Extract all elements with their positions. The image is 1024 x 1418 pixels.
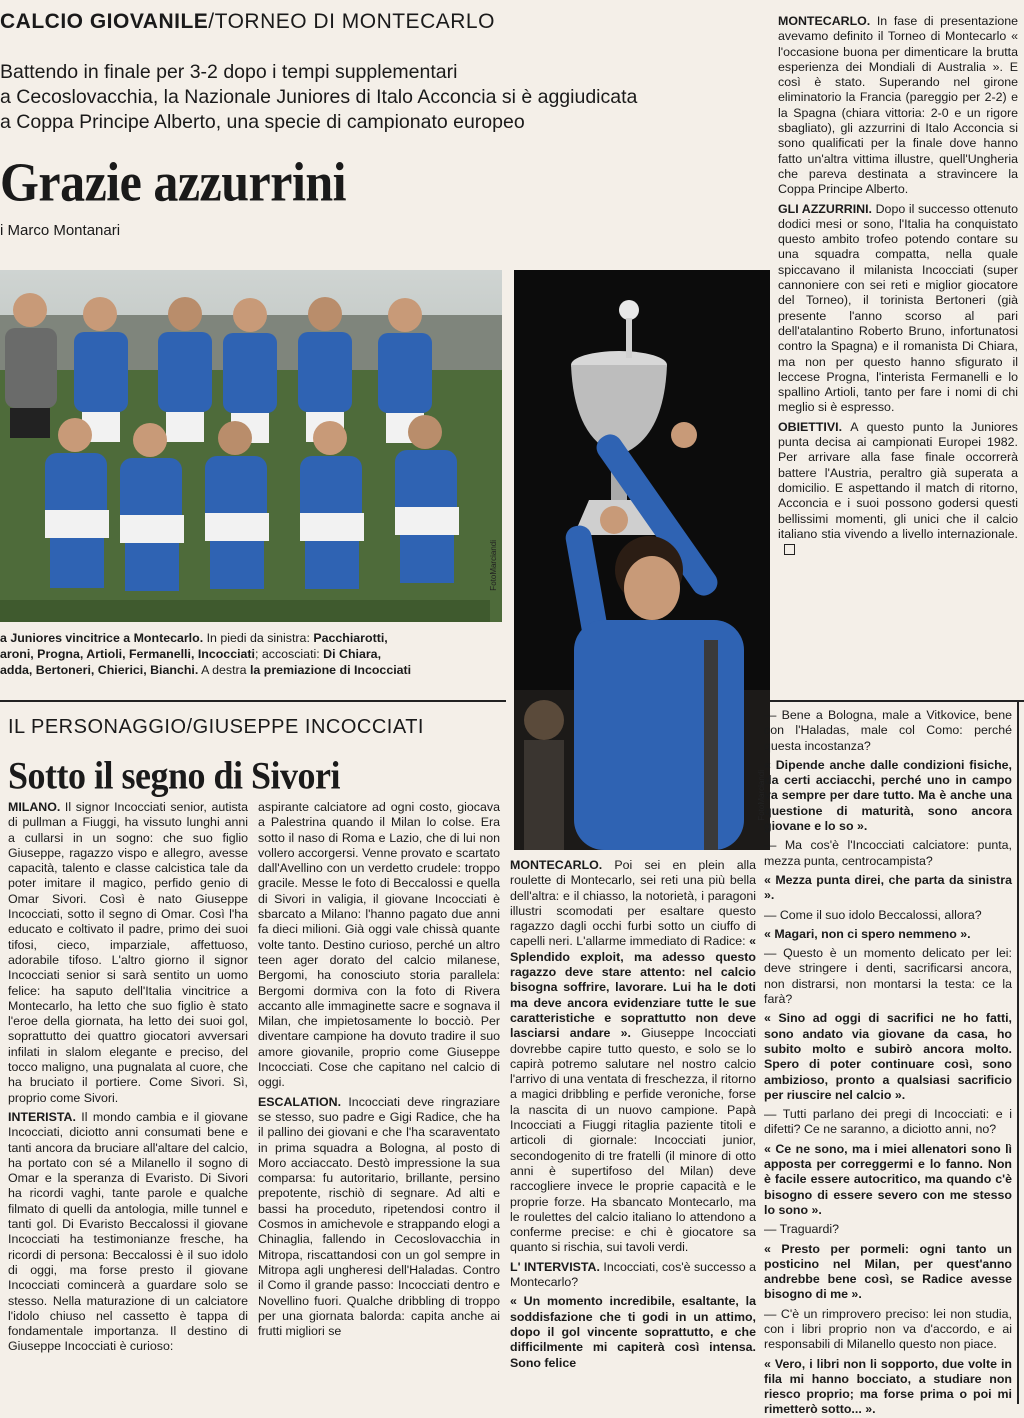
subhead-line: a Cecoslovacchia, la Nazionale Juniores di Italo Acconcia si è aggiudicata [0, 86, 638, 108]
paragraph-lead: GLI AZZURRINI. [778, 201, 872, 216]
paragraph [258, 1095, 500, 1340]
caption-part: a Juniores vincitrice a Montecarlo. [0, 631, 204, 645]
paragraph-text: A questo punto la Juniores punta decisa ai campionati Europei 1982. Per arrivare alla fase finale occorrerà battere l'Austria, peraltro già superata a domicilio. E aspettando il match di ritorno, Acconcia e i suoi possono godersi questi bellissimi momenti, gli unici che il calcio italiano stia vivendo a livello internazionale. [778, 419, 1018, 541]
paragraph [8, 1110, 248, 1355]
caption-part: la premiazione di Incocciati [249, 663, 412, 677]
paragraph [778, 202, 1018, 416]
paragraph-lead: MONTECARLO. [778, 14, 871, 28]
caption-part: aroni, Progna, Artioli, Fermanelli, Incocciati [0, 647, 255, 661]
subhead-line: a Coppa Principe Alberto, una specie di campionato europeo [0, 111, 525, 133]
interview-answer: « Presto per pormeli: ogni tanto un posticino nel Milan, per quest'anno andrebbe bene così, se Radice avesse bisogno di me ». [764, 1241, 1012, 1302]
interview-answer: « Mezza punta direi, che parta da sinistra ». [764, 872, 1012, 903]
caption-part: adda, Bertoneri, Chierici, Bianchi. [0, 663, 199, 677]
paragraph [510, 1294, 756, 1370]
paragraph-text: Giuseppe Incocciati dovrebbe capire tutto questo, e solo se lo capirà potremo salutare nel nostro calcio l'arrivo di una ventata di freschezza, il ritorno a magici dribbling e perfide veroniche, forse la nascita di un nuovo campione. Papà Incocciati a Fiuggi ritaglia paziente titoli e articoli di giornale: Incocciati junior, secondogenito di tre fratelli (il minore di otto anni è supertifoso del Milan) deve raccogliere invece le proprie capacità e le proprie forze. Ha sbancato Montecarlo, ma le roulettes del calcio italiano lo attendono a conferme precise: e chi è giocatore sa quanto si rischia, sui tavoli verdi. [510, 1026, 756, 1255]
paragraph [778, 420, 1018, 558]
feature-column-4 [764, 708, 1012, 1417]
interview-answer: « Magari, non ci spero nemmeno ». [764, 926, 971, 941]
trophy-photo-illustration [514, 270, 770, 850]
paragraph: aspirante calciatore ad ogni costo, giocava a Palestrina quando il Milan lo colse. Era sotto il naso di Roma e Lazio, che di lui non vollero accorgersi. Venne provato e scartato dall'Avellino con un verdetto crudele: troppo gracile. Messe le foto di Beccalossi e quella di Sivori in valigia, il giovane Incocciati è sbarcato a Milano: l'hanno pagato due anni fa dieci milioni. Già oggi vale chissà quante volte tanto. Destino curioso, perché un altro teen ager dorato del calcio milanese, Bergomi, ha conosciuto storia parallela: Bergomi dormiva con la foto di Rivera accanto alle immaginette sacre e sognava il Milan, che impietosamente lo bocciò. Per diventare campione ha dovuto tradire il suo amore giovanile, proprio come Giuseppe Incocciati. Cose che capitano nel calcio di oggi. [258, 800, 500, 1090]
paragraph [510, 858, 756, 1256]
paragraph-text: Il signor Incocciati senior, autista di pullman a Fiuggi, ha vissuto lunghi anni a cullarsi in un sogno: che suo figlio Giuseppe, ragazzo vispo e allegro, avesse capacità, talento e classe calcistica tale da poter imitare il magico, perfido genio di Omar Sivori. Così è nato Giuseppe Incocciati, sotto il segno di Omar. Così l'ha educato e coltivato il padre, primo dei suoi tifosi, cieco, imparziale, affettuoso, adorabile tifoso. L'altro giorno il signor Incocciati senior si sarà sentito un uomo felice: ha saputo dell'Italia vincitrice a Montecarlo, ha letto che suo figlio è stato l'eroe della giornata, ha letto dei suoi gol, soprattutto dei quattro giocatori avversari infilati in slalom elegante e preciso, del tocco maligno, una pugnalata al cuore, che ha bruciato il portiere. Come Sivori. Sì, proprio come Sivori. [8, 800, 248, 1105]
article-subhead [0, 60, 637, 135]
caption-part: Pacchiarotti, [313, 631, 388, 645]
feature-top-rule [770, 700, 1024, 702]
paragraph-lead: OBIETTIVI. [778, 419, 843, 434]
feature-kicker: IL PERSONAGGIO/GIUSEPPE INCOCCIATI [8, 716, 424, 738]
interview-answer: « Vero, i libri non li sopporto, due volte in fila mi hanno bocciato, a studiare non riesco proprio; ma forse prima o poi mi rimetterò sotto... ». [764, 1356, 1012, 1417]
paragraph-text: Il mondo cambia e il giovane Incocciati, diciotto anni consumati bene e tanti ancora da bruciare all'altare del calcio, ha portato con sé a Milanello il sogno di Omar e la speranza di Evaristo. Di Sivori ha ricordi vaghi, tante parole e qualche filmato di quelli da antologia, mille tunnel e tanti gol. Di Evaristo Beccalossi il giovane Incocciati ha testimonianze fresche, ha ricordi di persona: Beccalossi è il suo idolo di oggi, ma forse presto il giovane Incocciati comincerà a guardare solo se stesso. Nella maturazione di un calciatore l'idolo chiuso nel cassetto è tappa di fondamentale importanza. Il destino di Giuseppe Incocciati è curioso: [8, 1109, 248, 1354]
paragraph [510, 1260, 756, 1291]
interview-question: — Questo è un momento delicato per lei: deve stringere i denti, sacrificarsi ancora, non distrarsi, non montarsi la testa: ce la farà? [764, 946, 1012, 1007]
article-right-column [778, 14, 1018, 561]
feature-column-2 [258, 800, 500, 1404]
subhead-line: Battendo in finale per 3-2 dopo i tempi supplementari [0, 61, 458, 83]
team-photo [0, 270, 502, 622]
feature-top-rule [0, 700, 506, 702]
paragraph-lead: MILANO. [8, 800, 61, 814]
kicker-topic: /TORNEO DI MONTECARLO [208, 10, 495, 33]
trophy-photo [514, 270, 770, 850]
caption-part: ; accosciati: [254, 647, 324, 661]
caption-part: In piedi da sinistra: [203, 631, 314, 645]
caption-part: A destra [198, 663, 250, 677]
paragraph-lead: MONTECARLO. [510, 858, 603, 872]
photo-caption [0, 630, 500, 678]
feature-box-rule [1017, 700, 1019, 1404]
feature-column-1 [8, 800, 248, 1404]
caption-part: Di Chiara, [323, 647, 382, 661]
paragraph-lead: ESCALATION. [258, 1094, 342, 1109]
interview-answer: « Sino ad oggi di sacrifici ne ho fatti, sono andato via giovane da casa, ho subito molto e subirò ancora molto. Spero di poter continuare così, sono ambizioso, pronto a qualsiasi sacrificio per riuscire nel calcio ». [764, 1011, 1012, 1102]
paragraph-text: Dopo il successo ottenuto dodici mesi or sono, l'Italia ha conquistato questo ambito trofeo potendo contare su una squadra compatta, nella quale spiccavano il milanista Incocciati (super cannoniere con sei reti e miglior giocatore del Torneo), il torinista Bertoneri (già presente l'anno scorso al pari dell'atalantino Roberto Bruno, infortunatosi contro la Spagna) e il romanista Di Chiara, ma non per questo hanno sfigurato il leccese Progna, l'interista Fermanelli e lo spallino Artioli, tanto per fare i nomi di chi meglio si è espresso. [778, 201, 1018, 415]
team-photo-illustration [0, 270, 502, 622]
article-headline: Grazie azzurrini [0, 151, 347, 213]
interview-question: — Tutti parlano dei pregi di Incocciati: e i difetti? Ce ne saranno, a diciotto anni, no? [764, 1107, 1012, 1137]
paragraph-quote: « Un momento incredibile, esaltante, la soddisfazione che ti godi in un attimo, dopo il gol vincente soprattutto, e che difficilmente mi capiterà così intensa. Sono felice [510, 1294, 756, 1370]
paragraph [8, 800, 248, 1106]
interview-answer: « Dipende anche dalle condizioni fisiche, da certi acciacchi, perché uno in campo va sempre per dare tutto. Ma è anche una questione di maturità, sono ancora giovane e lo so ». [764, 757, 1012, 834]
paragraph-text: Poi sei en plein alla roulette di Montecarlo, sei reti una più bella dell'altra: e il chiasso, la notorietà, i paragoni illustri scomodati per esaltare questo ragazzo dagli occhi furbi sotto un ciuffo di capelli neri. L'allarme immediato di Radice: [510, 858, 756, 949]
paragraph-lead: INTERISTA. [8, 1109, 76, 1124]
paragraph-text: Incocciati deve ringraziare se stesso, suo padre e Gigi Radice, che ha il pallino dei giovani e che l'ha scaraventato in prima squadra a Bologna, al posto di Moro acciaccato. Destò impressione la sua comparsa: fu autoritario, brillante, persino prepotente, rischiò di segnare. Ad alti e bassi ha proceduto, ripetendosi contro il Cosmos in amichevole e strappando elogi a Chinaglia, fallendo in Cecoslovacchia in Mitropa, riscattandosi con un gol sempre in Mitropa agli ungheresi dell'Haladas. Contro il Como il grande passo: Incocciati dentro e Novellino fuori. Qualche dribbling di troppo per una giornata balorda: capita anche ai frutti migliori se [258, 1094, 500, 1339]
paragraph-text: Incocciati, cos'è successo a Montecarlo? [510, 1259, 756, 1290]
kicker-section: CALCIO GIOVANILE [0, 10, 209, 33]
interview-question: — C'è un rimprovero preciso: lei non studia, con i libri proprio non va d'accordo, e ai responsabili di Milanello questo non piace. [764, 1306, 1012, 1352]
interview-question: — Ma cos'è l'Incocciati calciatore: punta, mezza punta, centrocampista? [764, 838, 1012, 868]
interview-question: — Come il suo idolo Beccalossi, allora? [764, 907, 982, 922]
interview-question: — Traguardi? [764, 1222, 840, 1237]
paragraph-quote: « Splendido exploit, ma adesso questo ragazzo deve stare attento: nel calcio bisogna soffrire, lavorare. Lui ha le doti ma deve ancora evidenziare tutte le sue caratteristiche e soprattutto non deve lasciarsi andare ». [510, 934, 756, 1041]
photo-credit: FotoMarciandi [757, 770, 766, 821]
interview-question: — Bene a Bologna, male a Vitkovice, bene con l'Haladas, male col Como: perché questa incostanza? [764, 708, 1012, 753]
feature-headline: Sotto il segno di Sivori [8, 753, 341, 798]
feature-column-3 [510, 858, 756, 1404]
article-kicker [0, 10, 495, 34]
photo-credit: FotoMarciandi [489, 540, 498, 591]
interview-answer: « Ce ne sono, ma i miei allenatori sono lì apposta per correggermi e lo fanno. Non è facile essere autocritico, ma quando c'è bisogno di essere severo con me stesso lo sono ». [764, 1141, 1012, 1217]
paragraph-lead: L' INTERVISTA. [510, 1259, 600, 1274]
end-mark [784, 544, 795, 555]
article-byline: i Marco Montanari [0, 222, 121, 239]
paragraph [778, 14, 1018, 198]
paragraph-text: In fase di presentazione avevamo definito il Torneo di Montecarlo « l'occasione buona per dimenticare la brutta esperienza dei Mondiali di Australia ». E così è stato. Superando nel girone eliminatorio la Francia (pareggio per 2-2) e la Spagna (chiara vittoria: 2-0 e un rigore sbagliato), gli azzurrini di Italo Acconcia si sono qualificati per la finale dove hanno fatto un'altra vittima illustre, quell'Ungheria che pareva destinata a stravincere la Coppa Principe Alberto. [778, 14, 1018, 197]
